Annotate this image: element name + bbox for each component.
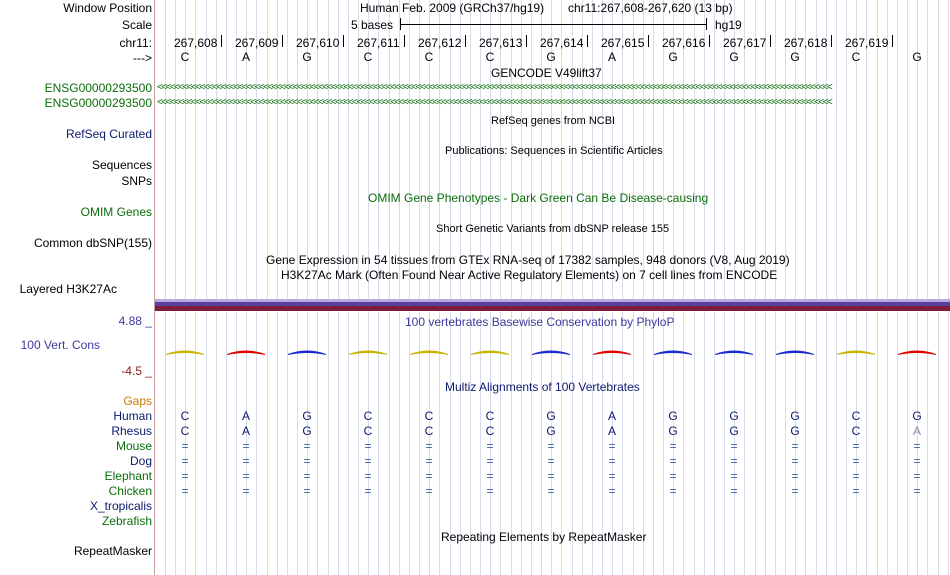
conservation-mark — [470, 347, 510, 361]
coordinate-tick — [831, 35, 832, 47]
alignment-base: = — [791, 469, 799, 483]
refseq-title: RefSeq genes from NCBI — [491, 115, 616, 127]
omim-title: OMIM Gene Phenotypes - Dark Green Can Be Disease-causing — [368, 191, 709, 205]
alignment-base: C — [180, 409, 190, 423]
alignment-base: A — [607, 424, 617, 438]
alignment-base: A — [241, 409, 251, 423]
base-letter: C — [180, 50, 190, 64]
cons-min-label: -4.5 _ — [121, 364, 152, 378]
scale-text: 5 bases — [351, 18, 394, 32]
conservation-mark — [653, 347, 693, 361]
conservation-mark — [531, 347, 571, 361]
alignment-base: C — [363, 409, 373, 423]
refseq-label[interactable]: RefSeq Curated — [65, 127, 152, 141]
alignment-base: = — [852, 454, 860, 468]
coordinate-tick — [526, 35, 527, 47]
scale-db: hg19 — [715, 18, 742, 32]
alignment-base: G — [546, 409, 556, 423]
alignment-base: = — [547, 484, 555, 498]
species-label[interactable]: X_tropicalis — [89, 499, 152, 513]
alignment-base: G — [790, 409, 800, 423]
scale-label[interactable]: Scale — [121, 18, 152, 32]
repeatmasker-label[interactable]: RepeatMasker — [73, 544, 152, 558]
coordinate-tick — [404, 35, 405, 47]
alignment-base: = — [547, 469, 555, 483]
alignment-base: C — [485, 409, 495, 423]
alignment-base: C — [485, 424, 495, 438]
omim-label[interactable]: OMIM Genes — [80, 205, 152, 219]
coordinate-label: 267,614 — [540, 36, 584, 50]
alignment-base: = — [364, 469, 372, 483]
alignment-base: = — [181, 439, 189, 453]
coordinate-label: 267,613 — [479, 36, 523, 50]
alignment-base: = — [669, 469, 677, 483]
coordinate-tick — [648, 35, 649, 47]
coordinate-label: 267,612 — [418, 36, 462, 50]
alignment-base: G — [302, 424, 312, 438]
alignment-base: = — [364, 454, 372, 468]
base-letter: C — [485, 50, 495, 64]
base-letter: A — [241, 50, 251, 64]
alignment-base: = — [791, 484, 799, 498]
alignment-base: G — [302, 409, 312, 423]
alignment-base: = — [242, 484, 250, 498]
dbsnp-label[interactable]: Common dbSNP(155) — [33, 236, 152, 250]
gencode-title: GENCODE V49lift37 — [491, 66, 602, 80]
gene-label-1[interactable]: ENSG00000293500 — [44, 81, 152, 95]
alignment-base: G — [729, 409, 739, 423]
alignment-base: = — [364, 439, 372, 453]
alignment-base: = — [913, 469, 921, 483]
species-label[interactable]: Dog — [129, 454, 152, 468]
cons-max-label: 4.88 _ — [118, 314, 152, 328]
base-letter: G — [668, 50, 678, 64]
alignment-base: = — [608, 469, 616, 483]
alignment-base: = — [730, 469, 738, 483]
alignment-base: = — [486, 469, 494, 483]
window-position-label[interactable]: Window Position — [63, 1, 152, 15]
alignment-base: G — [668, 424, 678, 438]
h3k27ac-signal-dark — [155, 306, 950, 311]
species-label[interactable]: Rhesus — [111, 424, 152, 438]
assembly-title: Human Feb. 2009 (GRCh37/hg19) — [360, 1, 545, 15]
conservation-mark — [714, 347, 754, 361]
alignment-base: = — [181, 484, 189, 498]
coordinate-label: 267,615 — [601, 36, 645, 50]
alignment-base: = — [547, 454, 555, 468]
alignment-base: = — [547, 439, 555, 453]
species-label[interactable]: Elephant — [104, 469, 152, 483]
alignment-base: = — [303, 469, 311, 483]
coordinate-label: 267,619 — [845, 36, 889, 50]
alignment-base: G — [546, 424, 556, 438]
base-letter: G — [546, 50, 556, 64]
alignment-base: = — [425, 439, 433, 453]
conservation-mark — [775, 347, 815, 361]
alignment-base: C — [363, 424, 373, 438]
coordinate-tick — [343, 35, 344, 47]
coordinate-tick — [587, 35, 588, 47]
alignment-base: = — [608, 439, 616, 453]
alignment-base: = — [181, 454, 189, 468]
alignment-base: = — [486, 439, 494, 453]
gaps-label[interactable]: Gaps — [123, 394, 152, 408]
coordinate-label: 267,609 — [235, 36, 279, 50]
base-letter: G — [302, 50, 312, 64]
scale-bar — [400, 18, 707, 32]
gtex-title: Gene Expression in 54 tissues from GTEx RNA-seq of 17382 samples, 948 donors (V8, Aug 2019) — [266, 253, 790, 267]
alignment-base: C — [180, 424, 190, 438]
alignment-base: C — [424, 424, 434, 438]
alignment-base: = — [303, 439, 311, 453]
multiz-title: Multiz Alignments of 100 Vertebrates — [445, 380, 640, 394]
alignment-base: = — [608, 484, 616, 498]
species-label[interactable]: Mouse — [115, 439, 152, 453]
alignment-base: G — [668, 409, 678, 423]
alignment-base: = — [242, 469, 250, 483]
alignment-base: G — [790, 424, 800, 438]
species-label[interactable]: Chicken — [108, 484, 152, 498]
gene-label-2[interactable]: ENSG00000293500 — [44, 96, 152, 110]
conservation-mark — [897, 347, 937, 361]
conservation-mark — [409, 347, 449, 361]
publications-title: Publications: Sequences in Scientific Articles — [445, 145, 663, 157]
alignment-base: = — [242, 454, 250, 468]
base-letter: C — [363, 50, 373, 64]
species-label[interactable]: Human — [113, 409, 152, 423]
coordinate-label: 267,617 — [723, 36, 767, 50]
label-divider — [154, 0, 155, 575]
alignment-base: = — [730, 439, 738, 453]
conservation-mark — [348, 347, 388, 361]
alignment-base: = — [669, 439, 677, 453]
conservation-mark — [592, 347, 632, 361]
alignment-base: = — [852, 484, 860, 498]
coordinate-tick — [282, 35, 283, 47]
alignment-base: G — [729, 424, 739, 438]
base-letter: C — [424, 50, 434, 64]
cons-track-label[interactable]: 100 Vert. Cons — [20, 338, 100, 352]
alignment-base: A — [607, 409, 617, 423]
alignment-base: = — [608, 454, 616, 468]
chromosome-label[interactable]: chr11: — [119, 36, 152, 50]
h3k27ac-label[interactable]: Layered H3K27Ac — [19, 282, 117, 296]
alignment-base: = — [669, 484, 677, 498]
alignment-base: = — [913, 484, 921, 498]
snps-label[interactable]: SNPs — [121, 174, 152, 188]
coordinate-tick — [221, 35, 222, 47]
alignment-base: = — [303, 484, 311, 498]
coordinate-label: 267,608 — [174, 36, 218, 50]
sequences-label[interactable]: Sequences — [91, 158, 152, 172]
alignment-base: = — [730, 454, 738, 468]
alignment-base: C — [851, 409, 861, 423]
alignment-base: G — [912, 409, 922, 423]
coordinate-label: 267,618 — [784, 36, 828, 50]
base-letter: G — [912, 50, 922, 64]
coordinate-tick — [709, 35, 710, 47]
gene-feature-1[interactable]: <<<<<<<<<<<<<<<<<<<<<<<<<<<<<<<<<<<<<<<<<<<<<<<<<<<<<<<<<<<<<<<<<<<<<<<<<<<<<<<<<<<<<<<<<<<<<<<<<<<<<<<<<<<<<<<<<<<<<<<<<<<<<<<<<<<<<<<<<<<<<<<<<<<<<<<<<<<<<<< — [157, 82, 832, 93]
alignment-base: = — [425, 454, 433, 468]
coordinate-tick — [770, 35, 771, 47]
conservation-mark — [836, 347, 876, 361]
alignment-base: = — [913, 454, 921, 468]
alignment-base: A — [241, 424, 251, 438]
base-letter: C — [851, 50, 861, 64]
base-letter: A — [607, 50, 617, 64]
alignment-base: C — [851, 424, 861, 438]
alignment-base: = — [669, 454, 677, 468]
conservation-mark — [165, 347, 205, 361]
strand-arrow-label[interactable]: ---> — [133, 51, 152, 65]
alignment-base: C — [424, 409, 434, 423]
alignment-base: = — [852, 439, 860, 453]
alignment-base: = — [730, 484, 738, 498]
coordinate-tick — [465, 35, 466, 47]
species-label[interactable]: Zebrafish — [101, 514, 152, 528]
alignment-base: = — [791, 439, 799, 453]
track-labels — [0, 0, 152, 575]
alignment-base: = — [486, 454, 494, 468]
conservation-mark — [287, 347, 327, 361]
alignment-base: A — [912, 424, 922, 438]
alignment-base: = — [852, 469, 860, 483]
base-letter: G — [729, 50, 739, 64]
conservation-mark — [226, 347, 266, 361]
coordinate-tick — [892, 35, 893, 47]
phylop-title: 100 vertebrates Basewise Conservation by PhyloP — [405, 315, 675, 329]
alignment-base: = — [425, 469, 433, 483]
alignment-base: = — [242, 439, 250, 453]
alignment-base: = — [791, 454, 799, 468]
repeatmasker-title: Repeating Elements by RepeatMasker — [441, 530, 647, 544]
base-letter: G — [790, 50, 800, 64]
dbsnp-title: Short Genetic Variants from dbSNP release 155 — [436, 223, 670, 235]
alignment-base: = — [486, 484, 494, 498]
coordinate-label: 267,610 — [296, 36, 340, 50]
coordinate-label: 267,616 — [662, 36, 706, 50]
gene-feature-2[interactable]: <<<<<<<<<<<<<<<<<<<<<<<<<<<<<<<<<<<<<<<<<<<<<<<<<<<<<<<<<<<<<<<<<<<<<<<<<<<<<<<<<<<<<<<<<<<<<<<<<<<<<<<<<<<<<<<<<<<<<<<<<<<<<<<<<<<<<<<<<<<<<<<<<<<<<<<<<<<<<<< — [157, 97, 832, 108]
alignment-base: = — [303, 454, 311, 468]
alignment-base: = — [364, 484, 372, 498]
alignment-base: = — [181, 469, 189, 483]
h3k27ac-title: H3K27Ac Mark (Often Found Near Active Regulatory Elements) on 7 cell lines from ENCODE — [281, 268, 778, 282]
alignment-base: = — [425, 484, 433, 498]
coordinate-label: 267,611 — [357, 36, 400, 50]
alignment-base: = — [913, 439, 921, 453]
position-title: chr11:267,608-267,620 (13 bp) — [568, 1, 733, 15]
